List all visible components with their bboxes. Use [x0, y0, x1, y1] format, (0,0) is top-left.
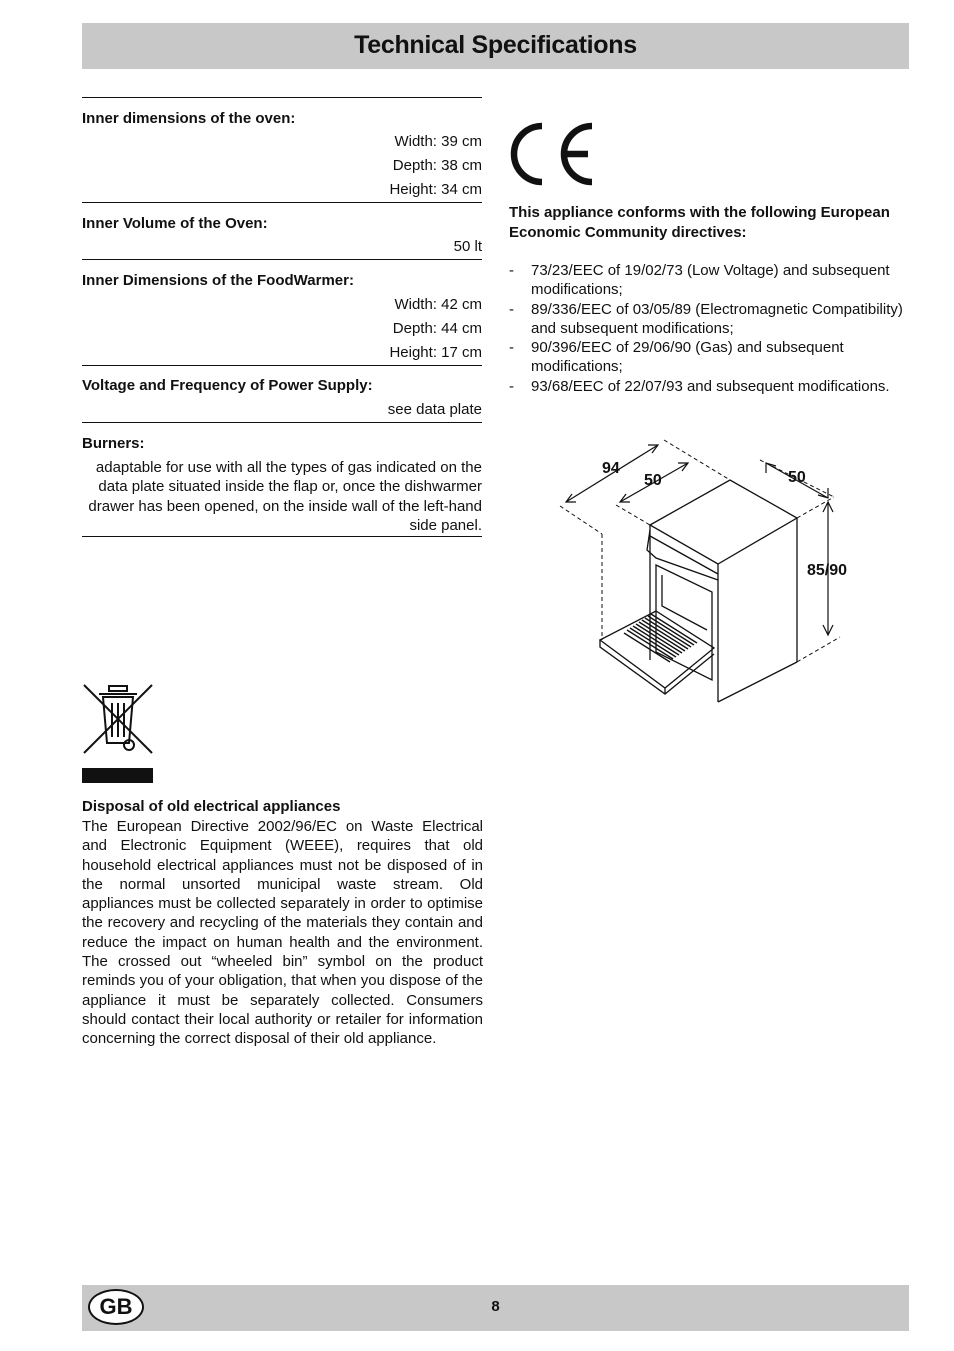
- bullet-dash: -: [509, 262, 514, 279]
- foodwarmer-depth-value: Depth: 44 cm: [392, 320, 482, 337]
- header-bar: [82, 23, 909, 69]
- list-item: [509, 300, 914, 339]
- footer-bar: [82, 1285, 909, 1331]
- crossed-out-bin-icon: [82, 683, 154, 755]
- directive-text: 73/23/EEC of 19/02/73 (Low Voltage) and subsequent modifications;: [531, 262, 890, 299]
- directive-text: 93/68/EEC of 22/07/93 and subsequent modifications.: [531, 377, 890, 395]
- directive-text: 89/336/EEC of 03/05/89 (Electromagnetic Compatibility) and subsequent modifications;: [531, 300, 903, 337]
- directive-text: 90/396/EEC of 29/06/90 (Gas) and subsequent modifications;: [531, 339, 844, 376]
- oven-volume-heading: Inner Volume of the Oven:: [82, 215, 268, 232]
- bullet-dash: -: [509, 300, 514, 318]
- power-supply-value: see data plate: [387, 401, 482, 418]
- list-item: [509, 338, 914, 377]
- bullet-dash: -: [509, 339, 514, 357]
- divider: [82, 536, 482, 537]
- burners-heading: Burners:: [82, 435, 145, 452]
- oven-volume-value: 50 lt: [453, 238, 482, 255]
- disposal-text: The European Directive 2002/96/EC on Waste Electrical and Electronic Equipment (WEEE), requires that old household electrical appliances must not be disposed of in the normal unsorted municipal waste stream. Old appliances must be collected separately in order to optimise the recovery and recycling of the materials they contain and reduce the impact on human health and the environment. The crossed out “wheeled bin” symbol on the product reminds you of your obligation, that when you dispose of the appliance it must be separately collected. Consumers should contact their local authority or retailer for information concerning the correct disposal of their old appliance.: [82, 818, 483, 1048]
- foodwarmer-dims-heading: Inner Dimensions of the FoodWarmer:: [82, 272, 354, 289]
- side-dimension-label: 50: [788, 469, 806, 486]
- cooker-dimension-diagram: [552, 430, 862, 710]
- disposal-heading: Disposal of old electrical appliances: [82, 798, 341, 815]
- ce-mark-icon: [508, 120, 598, 188]
- page-number: 8: [491, 1298, 500, 1315]
- list-item: [509, 261, 914, 300]
- list-item: [509, 377, 914, 396]
- weee-bar: [82, 768, 153, 783]
- divider: [82, 202, 482, 203]
- oven-height-value: Height: 34 cm: [389, 181, 482, 198]
- oven-depth-value: Depth: 38 cm: [392, 157, 482, 174]
- directive-list: [509, 261, 914, 396]
- foodwarmer-height-value: Height: 17 cm: [389, 344, 482, 361]
- conformity-heading: This appliance conforms with the following European Economic Community directives:: [509, 204, 890, 241]
- bullet-dash: -: [509, 377, 514, 395]
- oven-dims-heading: Inner dimensions of the oven:: [82, 110, 296, 127]
- power-supply-heading: Voltage and Frequency of Power Supply:: [82, 377, 373, 394]
- oven-width-value: Width: 39 cm: [394, 133, 482, 150]
- divider: [82, 97, 482, 98]
- page-title: Technical Specifications: [354, 31, 637, 59]
- divider: [82, 365, 482, 366]
- width-dimension-label: 94: [602, 460, 620, 477]
- divider: [82, 259, 482, 260]
- burners-text: adaptable for use with all the types of gas indicated on the data plate situated inside the flap or, once the dishwarmer drawer has been opened, on the inside wall of the left-hand side panel.: [88, 459, 482, 534]
- country-badge: GB: [88, 1289, 144, 1325]
- depth-dimension-label: 50: [644, 472, 662, 489]
- foodwarmer-width-value: Width: 42 cm: [394, 296, 482, 313]
- divider: [82, 422, 482, 423]
- height-dimension-label: 85/90: [807, 562, 848, 579]
